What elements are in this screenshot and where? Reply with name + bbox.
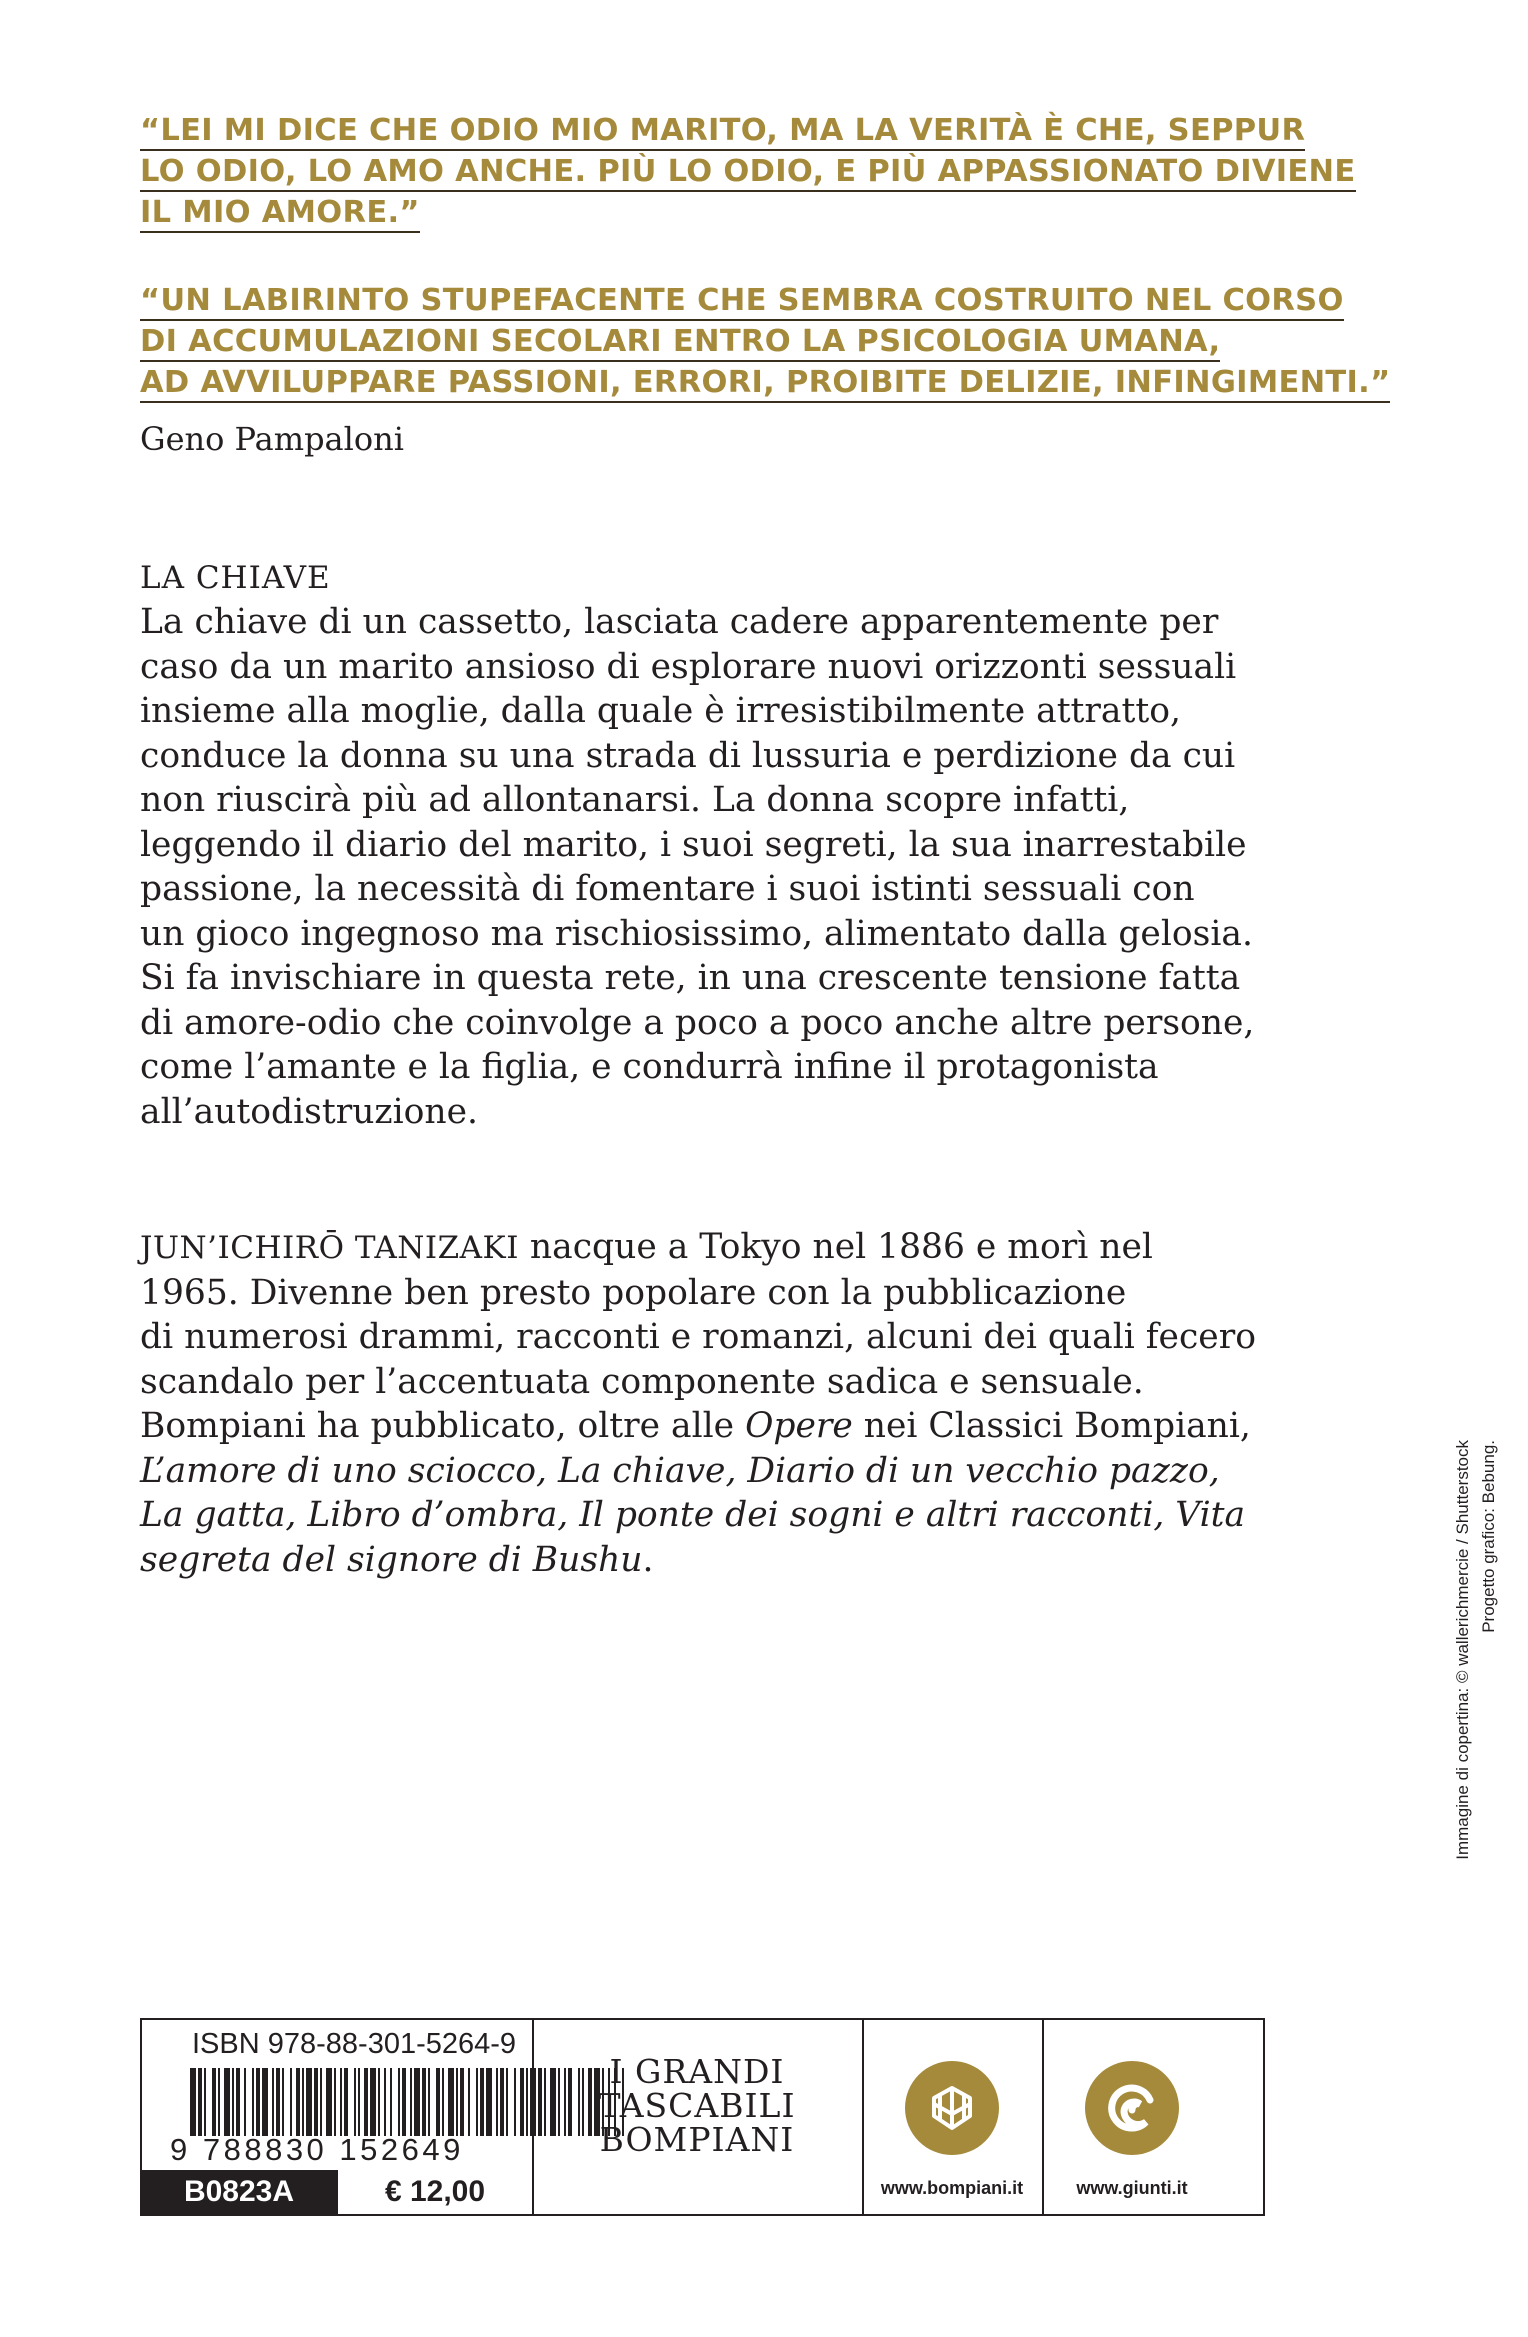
barcode-bar [384, 2068, 386, 2136]
barcode-panel [140, 2018, 1265, 2216]
barcode-bar [262, 2068, 268, 2136]
bio-text: . [642, 1539, 654, 1580]
series-line: TASCABILI [598, 2086, 796, 2125]
bio-line: di numerosi drammi, racconti e romanzi, alcuni dei quali fecero [140, 1317, 1256, 1357]
barcode-bar [358, 2068, 360, 2136]
synopsis-line: leggendo il diario del marito, i suoi segreti, la sua inarrestabile [140, 824, 1247, 865]
barcode-bar [224, 2068, 230, 2136]
bio-text: nacque a Tokyo nel 1886 e morì nel [518, 1227, 1153, 1267]
synopsis-line: non riuscirà più ad allontanarsi. La donna scopre infatti, [140, 780, 1130, 820]
product-code: B0823A [142, 2170, 336, 2214]
barcode-bar [204, 2068, 206, 2136]
barcode-bar [480, 2068, 484, 2136]
barcode-bar [320, 2068, 322, 2136]
barcode-bar [544, 2068, 546, 2136]
synopsis-line: La chiave di un cassetto, lasciata cadere apparentemente per [140, 602, 1219, 642]
section-title: LA CHIAVE [140, 560, 331, 596]
barcode-bar [326, 2068, 332, 2136]
synopsis-line: caso da un marito ansioso di esplorare nuovi orizzonti sessuali [140, 646, 1237, 687]
barcode-bar [276, 2068, 280, 2136]
barcode-bar [212, 2068, 216, 2136]
synopsis-line: di amore-odio che coinvolge a poco a poco anche altre persone, [140, 1002, 1255, 1043]
barcode-bar [340, 2068, 342, 2136]
barcode-bar [486, 2068, 492, 2136]
barcode-bar [456, 2068, 458, 2136]
barcode-bar [402, 2068, 406, 2136]
barcode-bar [232, 2068, 234, 2136]
bompiani-cell [864, 2020, 1040, 2214]
quote-2 [140, 280, 1390, 403]
quote-2-line: AD AVVILUPPARE PASSIONI, ERRORI, PROIBITE DELIZIE, INFINGIMENTI.” [140, 365, 1390, 403]
synopsis-line: un gioco ingegnoso ma rischiosissimo, alimentato dalla gelosia. [140, 913, 1253, 954]
author-bio [140, 1225, 1256, 1582]
series-line: BOMPIANI [599, 2120, 795, 2159]
bio-title: Opere [745, 1406, 853, 1446]
barcode-bar [290, 2068, 292, 2136]
barcode-bar [422, 2068, 426, 2136]
bompiani-logo-icon [904, 2060, 1000, 2156]
quote-1-line: IL MIO AMORE.” [140, 195, 420, 233]
series-line: I GRANDI [609, 2052, 785, 2091]
quote-1-line: “LEI MI DICE CHE ODIO MIO MARITO, MA LA VERITÀ È CHE, SEPPUR [140, 113, 1305, 151]
barcode-bar [496, 2068, 498, 2136]
image-credits [1450, 1440, 1502, 2080]
barcode-bar [414, 2068, 420, 2136]
quote-attribution: Geno Pampaloni [140, 420, 404, 458]
barcode-bar [468, 2068, 470, 2136]
barcode-bar [428, 2068, 430, 2136]
quote-2-line: “UN LABIRINTO STUPEFACENTE CHE SEMBRA COSTRUITO NEL CORSO [140, 283, 1344, 321]
barcode-bar [410, 2068, 412, 2136]
barcode-bar [538, 2068, 542, 2136]
giunti-cell [1044, 2020, 1220, 2214]
barcode-bar [398, 2068, 400, 2136]
bio-text: nei Classici Bompiani, [852, 1406, 1251, 1446]
barcode-bar [236, 2068, 240, 2136]
barcode-bar [514, 2068, 516, 2136]
synopsis [140, 600, 1254, 1134]
barcode-bar [500, 2068, 504, 2136]
quote-2-line: DI ACCUMULAZIONI SECOLARI ENTRO LA PSICOLOGIA UMANA, [140, 324, 1220, 362]
synopsis-line: passione, la necessità di fomentare i suoi istinti sessuali con [140, 869, 1195, 909]
barcode-bar [314, 2068, 318, 2136]
synopsis-line: conduce la donna su una strada di lussuria e perdizione da cui [140, 735, 1236, 776]
price: € 12,00 [336, 2170, 532, 2214]
author-name: JUN’ICHIRŌ TANIZAKI [140, 1230, 519, 1266]
barcode-bar [354, 2068, 356, 2136]
bio-line: scandalo per l’accentuata componente sadica e sensuale. [140, 1361, 1144, 1402]
barcode-bar [370, 2068, 376, 2136]
quote-1-line: LO ODIO, LO AMO ANCHE. PIÙ LO ODIO, E PIÙ APPASSIONATO DIVIENE [140, 154, 1356, 192]
barcode-bar [244, 2068, 246, 2136]
isbn-label: ISBN 978-88-301-5264-9 [192, 2028, 517, 2060]
design-credit: Progetto grafico: Bebung. [1479, 1440, 1498, 1633]
barcode-bar [564, 2068, 566, 2136]
barcode-bar [578, 2068, 580, 2136]
bio-titles: L’amore di uno sciocco, La chiave, Diario di un vecchio pazzo, [140, 1450, 1220, 1491]
barcode-bar [520, 2068, 524, 2136]
barcode-bar [252, 2068, 254, 2136]
giunti-url[interactable]: www.giunti.it [1076, 2178, 1188, 2198]
barcode-bar [460, 2068, 464, 2136]
barcode-bar [306, 2068, 312, 2136]
barcode-bar [364, 2068, 368, 2136]
barcode-bar [378, 2068, 380, 2136]
bio-line: 1965. Divenne ben presto popolare con la pubblicazione [140, 1272, 1127, 1313]
bio-text: Bompiani ha pubblicato, oltre alle [140, 1406, 746, 1446]
barcode-bar [256, 2068, 260, 2136]
quote-1 [140, 110, 1356, 233]
series-name [582, 2052, 812, 2159]
barcode-bar [344, 2068, 348, 2136]
synopsis-line: all’autodistruzione. [140, 1091, 479, 1132]
barcode-bar [558, 2068, 560, 2136]
barcode-bar [198, 2068, 202, 2136]
barcode-bar [506, 2068, 508, 2136]
barcode [190, 2068, 630, 2136]
barcode-bar [568, 2068, 572, 2136]
synopsis-line: insieme alla moglie, dalla quale è irresistibilmente attratto, [140, 691, 1181, 731]
barcode-bar [526, 2068, 528, 2136]
cover-credit: Immagine di copertina: © wallerichmercie / Shutterstock [1453, 1440, 1472, 1860]
barcode-bar [436, 2068, 440, 2136]
synopsis-line: come l’amante e la figlia, e condurrà infine il protagonista [140, 1047, 1159, 1087]
barcode-bar [448, 2068, 454, 2136]
barcode-bar [190, 2068, 196, 2136]
barcode-bar [550, 2068, 556, 2136]
divider [532, 2020, 534, 2214]
barcode-bar [282, 2068, 284, 2136]
barcode-bar [296, 2068, 300, 2136]
barcode-bar [442, 2068, 444, 2136]
barcode-bar [334, 2068, 336, 2136]
bio-titles: segreta del signore di Bushu [140, 1539, 643, 1580]
barcode-digits: 9 788830 152649 [170, 2132, 464, 2167]
barcode-bar [476, 2068, 478, 2136]
giunti-logo-icon [1084, 2060, 1180, 2156]
synopsis-line: Si fa invischiare in questa rete, in una crescente tensione fatta [140, 958, 1241, 998]
bio-titles: La gatta, Libro d’ombra, Il ponte dei sogni e altri racconti, Vita [140, 1495, 1246, 1535]
barcode-bar [390, 2068, 392, 2136]
barcode-bar [218, 2068, 220, 2136]
barcode-bar [302, 2068, 304, 2136]
barcode-bar [272, 2068, 274, 2136]
bompiani-url[interactable]: www.bompiani.it [880, 2178, 1024, 2198]
